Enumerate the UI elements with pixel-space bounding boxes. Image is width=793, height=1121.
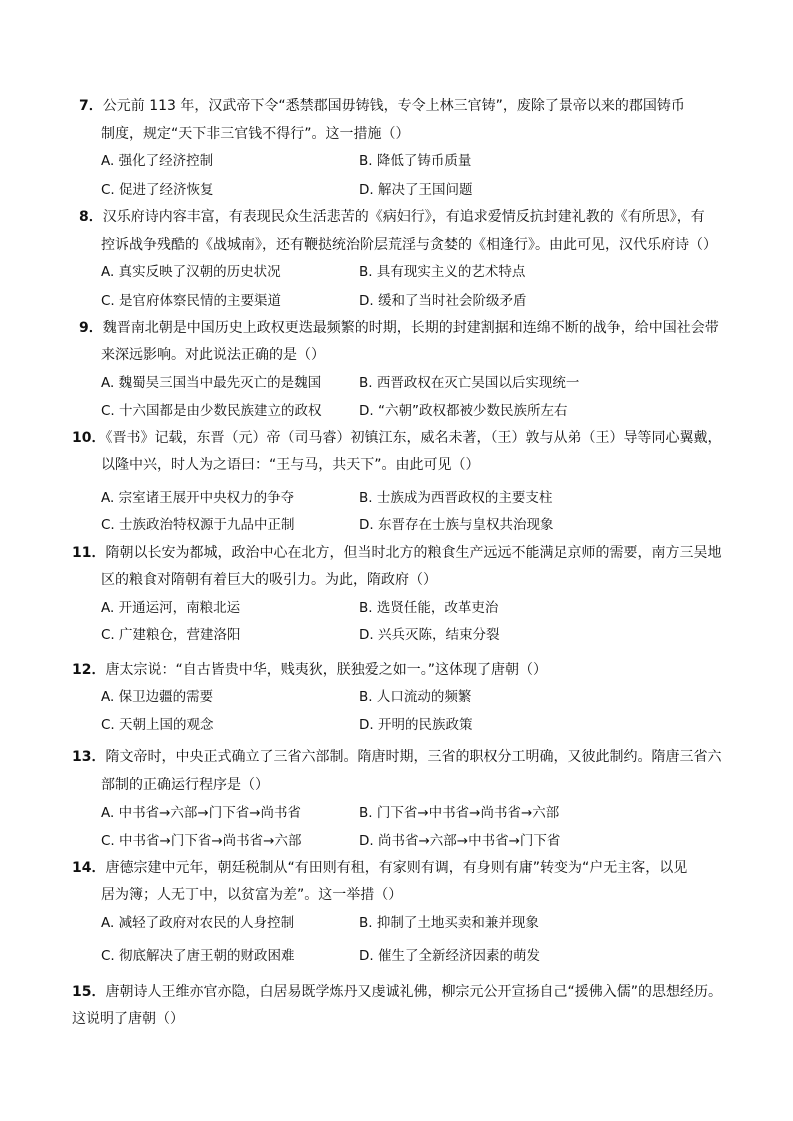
question-11-line-2: 区的粮食对隋朝有着巨大的吸引力。为此，隋政府（） — [101, 572, 437, 588]
question-number: 15． — [72, 984, 106, 1000]
option-d[interactable]: D. “六朝”政权都被少数民族所左右 — [359, 403, 568, 419]
option-c[interactable]: C. 士族政治特权源于九品中正制 — [101, 517, 295, 533]
question-number: 13． — [72, 749, 106, 765]
question-number: 12． — [72, 662, 106, 678]
option-b[interactable]: B. 人口流动的频繁 — [359, 689, 472, 705]
option-a[interactable]: A. 开通运河，南粮北运 — [101, 600, 241, 616]
question-number: 9． — [79, 320, 103, 336]
question-12-line-1: 12．唐太宗说：“自古皆贵中华，贱夷狄，朕独爱之如一。”这体现了唐朝（） — [72, 662, 547, 678]
question-8-line-1: 8．汉乐府诗内容丰富，有表现民众生活悲苦的《病妇行》，有追求爱情反抗封建礼教的《有所思》，有 — [79, 209, 705, 225]
option-a[interactable]: A. 保卫边疆的需要 — [101, 689, 214, 705]
option-c[interactable]: C. 彻底解决了唐王朝的财政困难 — [101, 948, 295, 964]
question-10-line-1: 10．《晋书》记载，东晋（元）帝（司马睿）初镇江东，威名未著，（王）敦与从弟（王）导等同心翼戴， — [72, 430, 722, 446]
option-c[interactable]: C. 十六国都是由少数民族建立的政权 — [101, 403, 322, 419]
option-b[interactable]: B. 降低了铸币质量 — [359, 153, 472, 169]
option-a[interactable]: A. 减轻了政府对农民的人身控制 — [101, 915, 295, 931]
question-number: 14． — [72, 860, 106, 876]
option-c[interactable]: C. 中书省→门下省→尚书省→六部 — [101, 833, 302, 849]
option-a[interactable]: A. 中书省→六部→门下省→尚书省 — [101, 805, 302, 821]
question-9-line-2: 来深远影响。对此说法正确的是（） — [101, 347, 325, 363]
option-b[interactable]: B. 门下省→中书省→尚书省→六部 — [359, 805, 560, 821]
option-a[interactable]: A. 真实反映了汉朝的历史状况 — [101, 264, 281, 280]
option-d[interactable]: D. 催生了全新经济因素的萌发 — [359, 948, 540, 964]
option-b[interactable]: B. 选贤任能，改革吏治 — [359, 600, 499, 616]
option-b[interactable]: B. 具有现实主义的艺术特点 — [359, 264, 526, 280]
option-c[interactable]: C. 促进了经济恢复 — [101, 182, 214, 198]
question-number: 10． — [72, 430, 106, 446]
question-14-line-1: 14．唐德宗建中元年，朝廷税制从“有田则有租，有家则有调，有身则有庸”转变为“户无主客，以见 — [72, 860, 688, 876]
question-number: 11． — [72, 545, 106, 561]
option-c[interactable]: C. 广建粮仓，营建洛阳 — [101, 627, 241, 643]
option-d[interactable]: D. 解决了王国问题 — [359, 182, 473, 198]
question-14-line-2: 居为簿；人无丁中，以贫富为差”。这一举措（） — [101, 887, 403, 903]
question-11-line-1: 11．隋朝以长安为都城，政治中心在北方，但当时北方的粮食生产远远不能满足京师的需要，南方三吴地 — [72, 545, 722, 561]
option-a[interactable]: A. 强化了经济控制 — [101, 153, 214, 169]
option-b[interactable]: B. 西晋政权在灭亡吴国以后实现统一 — [359, 375, 580, 391]
option-a[interactable]: A. 宗室诸王展开中央权力的争夺 — [101, 490, 295, 506]
option-d[interactable]: D. 开明的民族政策 — [359, 717, 473, 733]
option-d[interactable]: D. 缓和了当时社会阶级矛盾 — [359, 293, 527, 309]
option-d[interactable]: D. 东晋存在士族与皇权共治现象 — [359, 517, 554, 533]
question-8-line-2: 控诉战争残酷的《战城南》，还有鞭挞统治阶层荒淫与贪婪的《相逢行》。由此可见，汉代乐府诗（） — [101, 237, 717, 253]
question-15-line-1: 15．唐朝诗人王维亦官亦隐，白居易既学炼丹又虔诚礼佛，柳宗元公开宣扬自己“援佛入儒”的思想经历。 — [72, 984, 722, 1000]
question-10-line-2: 以隆中兴，时人为之语曰：“王与马，共天下”。由此可见（） — [101, 457, 480, 473]
question-number: 8． — [79, 209, 103, 225]
option-c[interactable]: C. 是官府体察民情的主要渠道 — [101, 293, 282, 309]
option-d[interactable]: D. 尚书省→六部→中书省→门下省 — [359, 833, 561, 849]
option-d[interactable]: D. 兴兵灭陈，结束分裂 — [359, 627, 500, 643]
option-b[interactable]: B. 抑制了土地买卖和兼并现象 — [359, 915, 539, 931]
question-13-line-1: 13．隋文帝时，中央正式确立了三省六部制。隋唐时期，三省的职权分工明确，又彼此制约。隋唐三省六 — [72, 749, 722, 765]
question-15-line-2: 这说明了唐朝（） — [72, 1011, 184, 1027]
question-number: 7． — [79, 98, 103, 114]
question-9-line-1: 9．魏晋南北朝是中国历史上政权更迭最频繁的时期，长期的封建割据和连绵不断的战争，给中国社会带 — [79, 320, 719, 336]
option-b[interactable]: B. 士族成为西晋政权的主要支柱 — [359, 490, 553, 506]
question-13-line-2: 部制的正确运行程序是（） — [101, 777, 269, 793]
question-7-line-1: 7．公元前 113 年，汉武帝下令“悉禁郡国毋铸钱，专令上林三官铸”，废除了景帝以来的郡国铸币 — [79, 98, 685, 114]
option-a[interactable]: A. 魏蜀吴三国当中最先灭亡的是魏国 — [101, 375, 322, 391]
question-7-line-2: 制度，规定“天下非三官钱不得行”。这一措施（） — [101, 126, 410, 142]
option-c[interactable]: C. 天朝上国的观念 — [101, 717, 214, 733]
